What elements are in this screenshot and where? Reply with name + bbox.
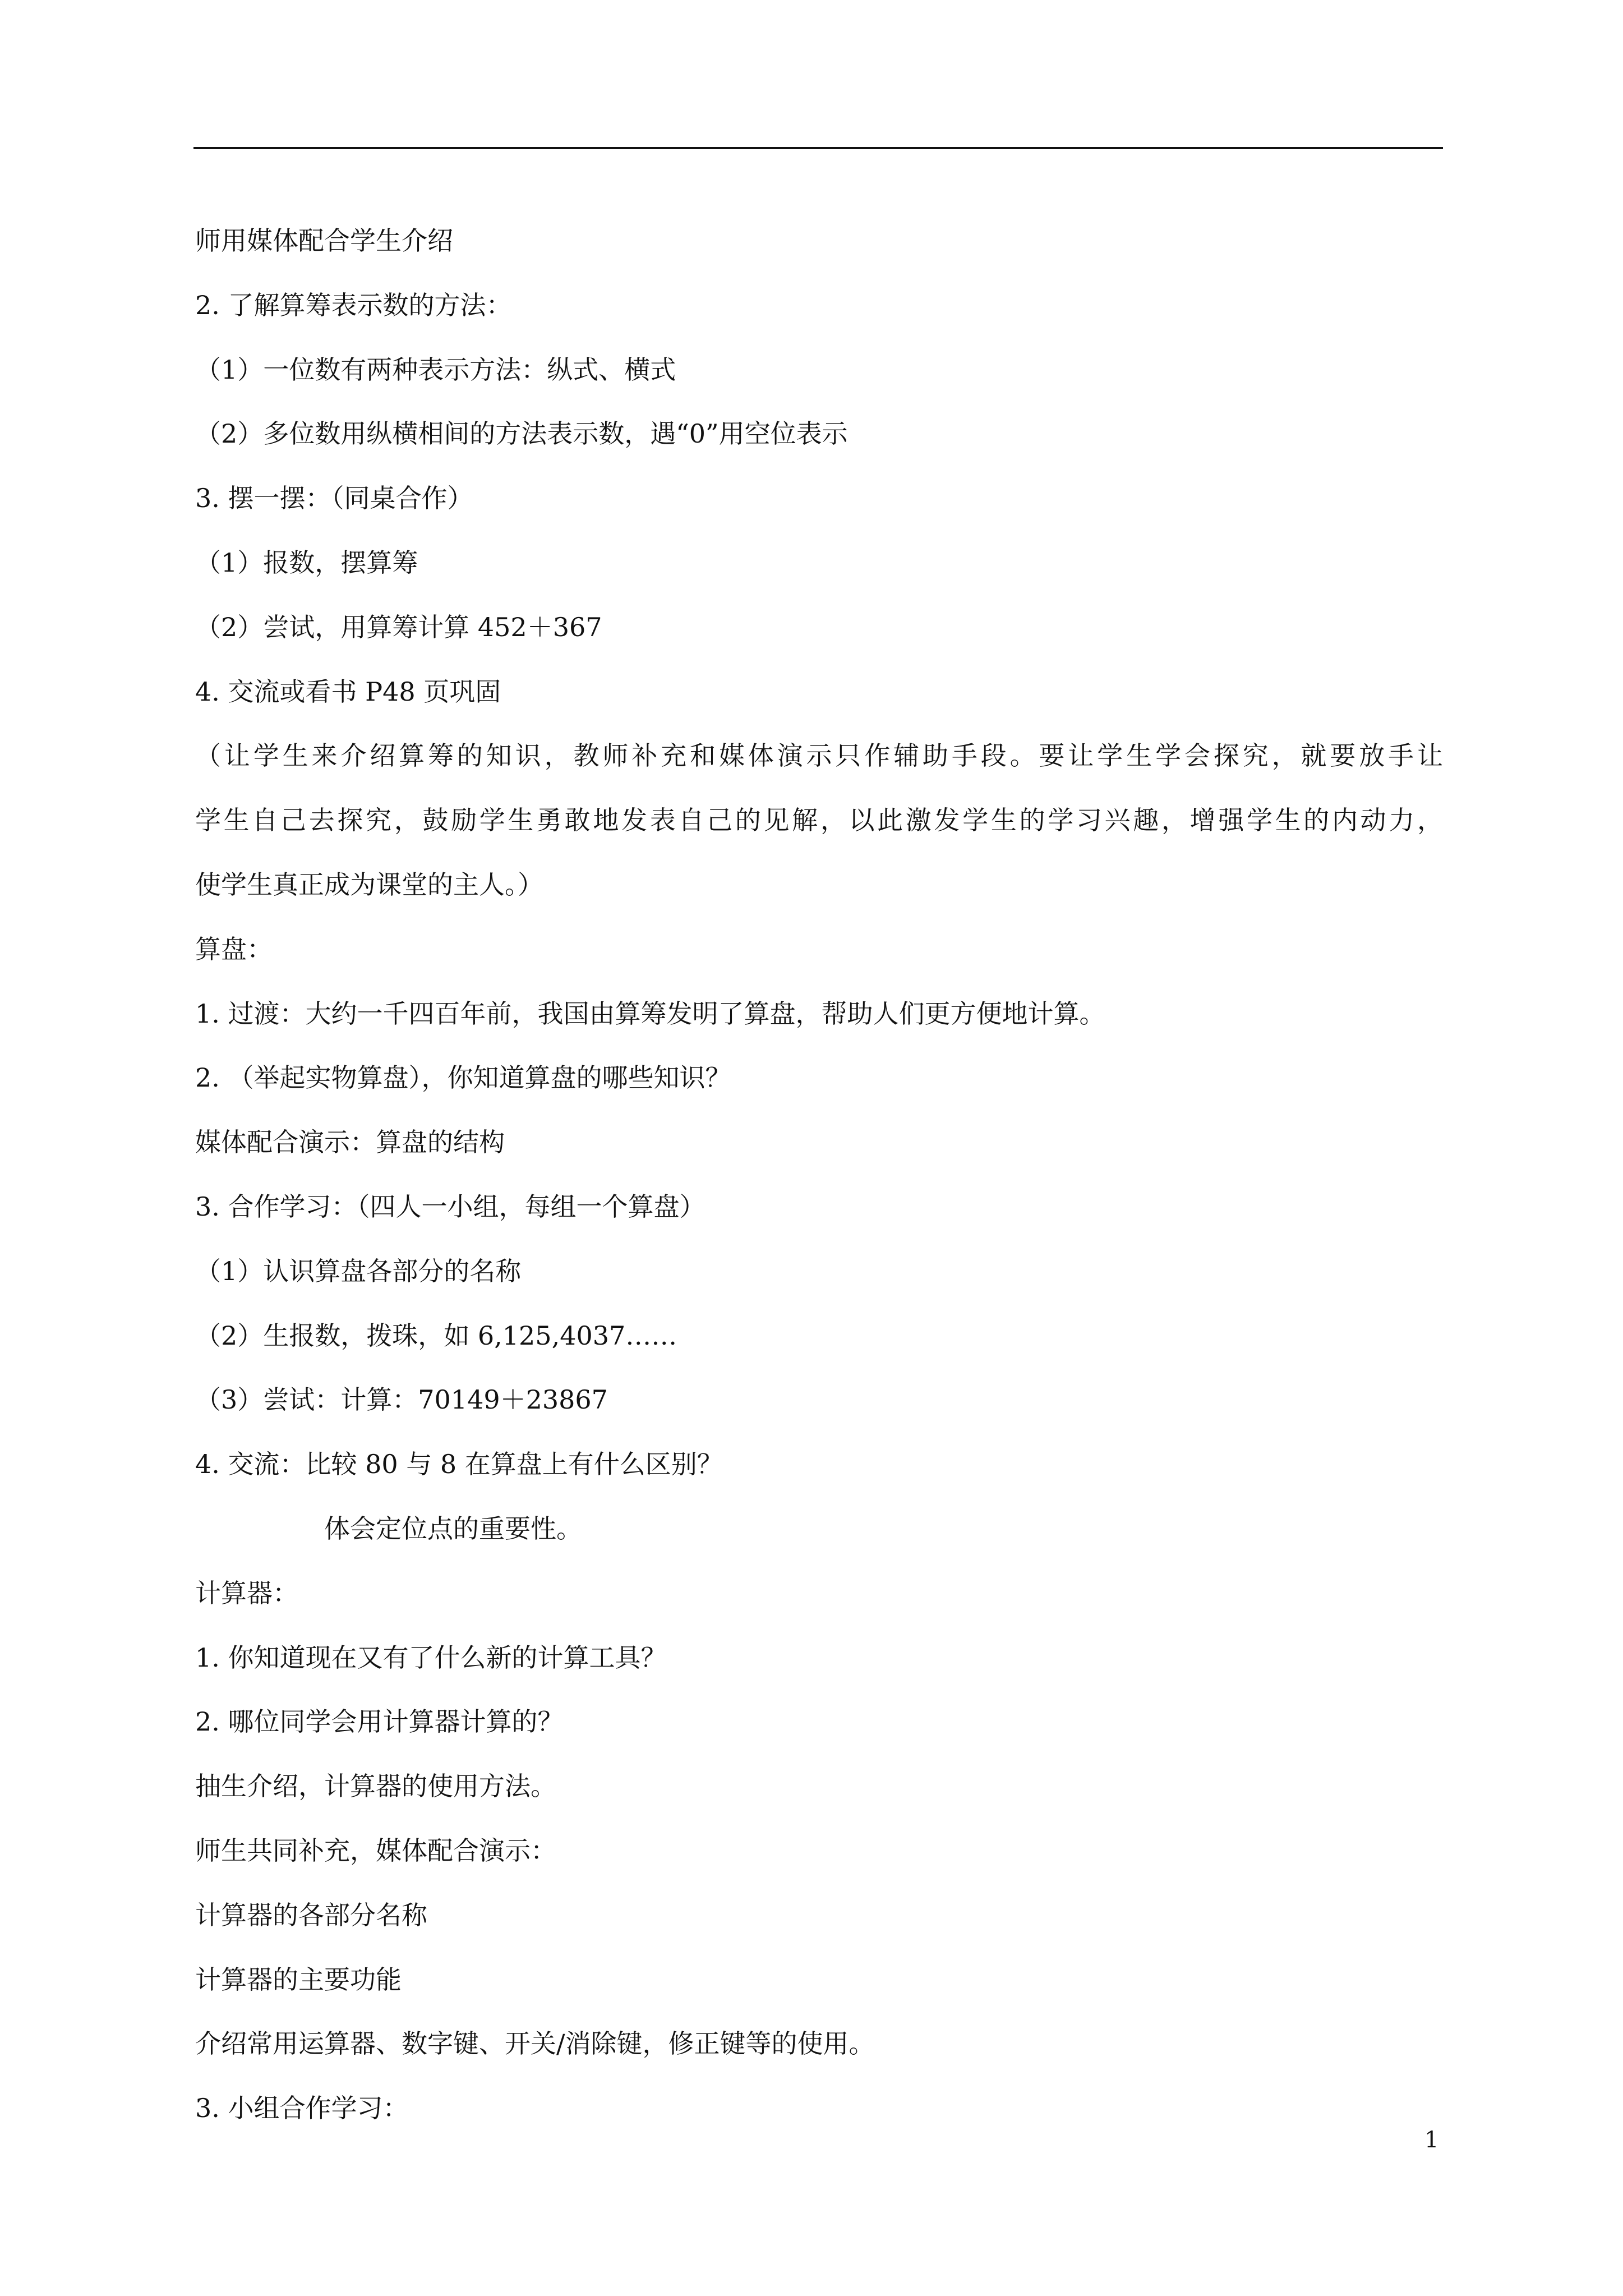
text-line: 介绍常用运算器、数字键、开关/消除键，修正键等的使用。 [195,2028,875,2059]
page-number: 1 [1424,2127,1439,2153]
text-line: 师用媒体配合学生介绍 [195,226,453,256]
text-line: 计算器的主要功能 [195,1964,402,1995]
text-line: 3. 合作学习：（四人一小组，每组一个算盘） [195,1191,706,1222]
text-line: 体会定位点的重要性。 [324,1513,582,1544]
text-line: 1. 过渡：大约一千四百年前，我国由算筹发明了算盘，帮助人们更方便地计算。 [195,998,1105,1029]
text-line: 师生共同补充，媒体配合演示： [195,1835,556,1866]
text-line: 4. 交流：比较 80 与 8 在算盘上有什么区别？ [195,1449,723,1480]
text-line: 3. 摆一摆：（同桌合作） [195,483,473,514]
text-line: （2）多位数用纵横相间的方法表示数，遇“0”用空位表示 [195,418,848,449]
text-line: 学生自己去探究，鼓励学生勇敢地发表自己的见解，以此激发学生的学习兴趣，增强学生的内动力， [195,805,1443,836]
text-line: 2. （举起实物算盘），你知道算盘的哪些知识？ [195,1062,731,1093]
header-rule [193,147,1443,149]
text-line: （2）尝试，用算筹计算 452＋367 [195,611,602,642]
text-line: 抽生介绍，计算器的使用方法。 [195,1771,556,1802]
text-line: 1. 你知道现在又有了什么新的计算工具？ [195,1642,667,1673]
text-line: 2. 了解算筹表示数的方法： [195,289,512,320]
text-line: （1）报数，摆算筹 [195,547,418,578]
text-line: 媒体配合演示：算盘的结构 [195,1127,505,1158]
text-line: 计算器的各部分名称 [195,1899,427,1930]
text-line: （1）认识算盘各部分的名称 [195,1255,522,1286]
text-line: （1）一位数有两种表示方法：纵式、横式 [195,354,676,385]
text-line: 4. 交流或看书 P48 页巩固 [195,676,501,707]
text-line: 算盘： [195,933,273,964]
text-line: 3. 小组合作学习： [195,2093,409,2124]
text-line: （3）尝试：计算：70149＋23867 [195,1384,608,1415]
document-body [195,209,1443,2141]
text-line: 2. 哪位同学会用计算器计算的？ [195,1706,564,1737]
text-line: （让学生来介绍算筹的知识，教师补充和媒体演示只作辅助手段。要让学生学会探究，就要放手让 [195,740,1443,771]
text-line: （2）生报数，拨珠，如 6,125,4037…… [195,1320,677,1351]
text-line: 计算器： [195,1577,298,1608]
text-line: 使学生真正成为课堂的主人。） [195,869,543,900]
